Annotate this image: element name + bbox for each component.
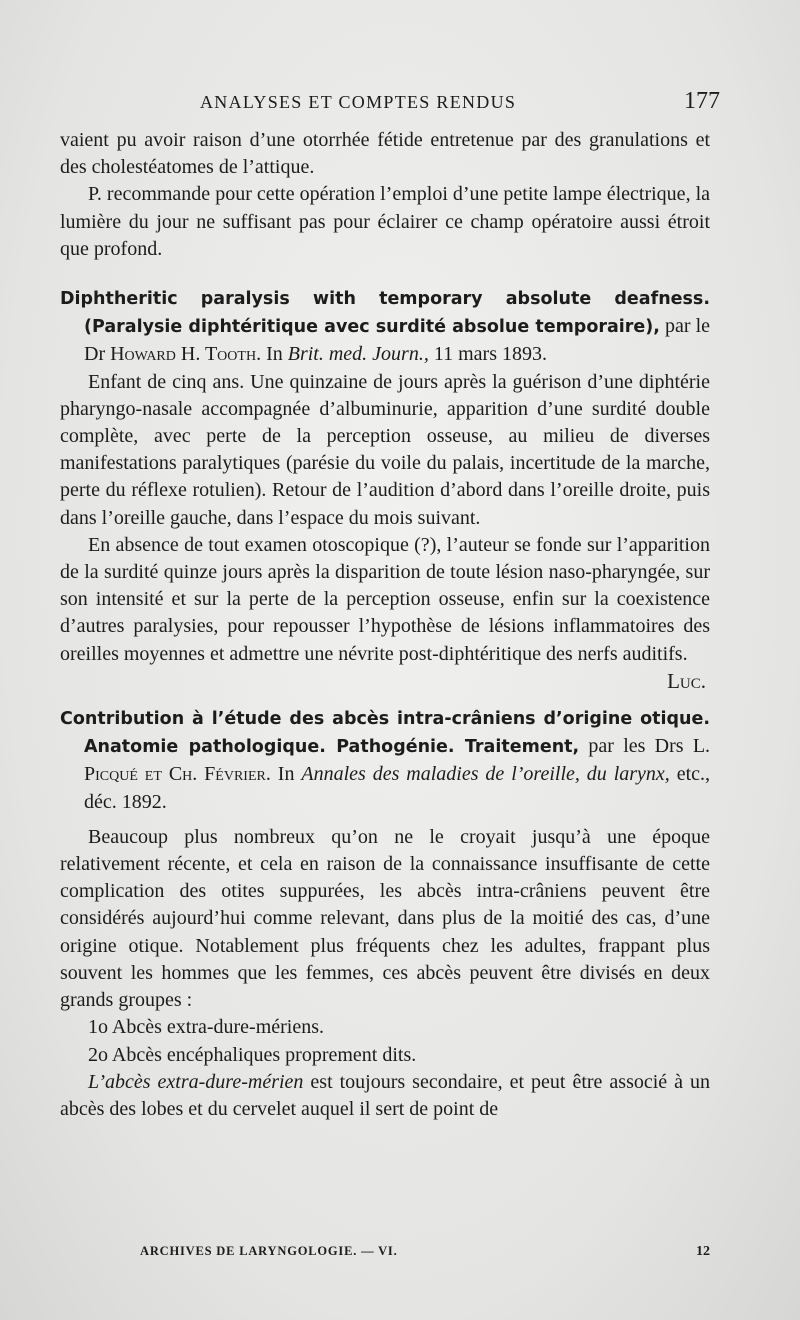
- footer-journal: ARCHIVES DE LARYNGOLOGIE. — VI.: [140, 1244, 398, 1258]
- continuation-paragraph-2: P. recommande pour cette opération l’emploi d’une petite lampe électrique, la lumière du jour ne suffisant pas pour éclairer ce champ opératoire aussi étroit que profond.: [60, 183, 710, 260]
- article-2-paragraph-2: [60, 1069, 710, 1123]
- article-1-by: par le: [665, 315, 711, 338]
- running-head: ANALYSES ET COMPTES RENDUS: [200, 92, 517, 112]
- article-2-date: etc., déc. 1892.: [84, 763, 711, 813]
- article-1-date: 11 mars 1893.: [433, 343, 547, 366]
- spacer: [60, 816, 710, 824]
- article-1-paragraph-1: Enfant de cinq ans. Une quinzaine de jours après la guérison d’une diphtérie pharyngo-nasale accompagnée d’albuminurie, apparition d’une surdité double complète, avec perte de la perception osseuse, au milieu de diverses manifestations paralytiques (parésie du voile du palais, incertitude de la marche, perte du réflexe rotulien). Retour de l’audition d’abord dans l’oreille droite, puis dans l’oreille gauche, dans l’espace du mois suivant.: [60, 370, 710, 529]
- page-header: [60, 88, 720, 118]
- article-1-title-en: Diphtheritic paralysis with temporary absolute deafness.: [60, 289, 710, 310]
- article-1-author: Howard H. Tooth.: [110, 343, 262, 366]
- article-2-heading: [60, 705, 710, 816]
- list-number-2: 2o: [88, 1043, 108, 1066]
- article-2-term: L’abcès extra-dure-mérien: [88, 1070, 304, 1093]
- list-text-2: Abcès encéphaliques proprement dits.: [111, 1043, 417, 1066]
- spacer: [60, 695, 710, 705]
- list-number-1: 1o: [88, 1016, 108, 1039]
- list-text-1: Abcès extra-dure-mériens.: [111, 1016, 325, 1039]
- article-1-title-fr: (Paralysie diphtéritique avec surdité absolue temporaire),: [84, 317, 660, 338]
- article-1-journal: Brit. med. Journ.,: [287, 343, 429, 366]
- article-2-in: In: [277, 763, 295, 786]
- article-2-paragraph-1: Beaucoup plus nombreux qu’on ne le croyait jusqu’à une époque relativement récente, et cela en raison de la connaissance insuffisante de cette complication des otites suppurées, les abcès intra-crâniens peuvent être considérés aujourd’hui comme relevant, dans plus de la moitié des cas, d’une origine otique. Notablement plus fréquents chez les adultes, frappant plus souvent les hommes que les femmes, ces abcès peuvent être divisés en deux grands groupes :: [60, 825, 710, 1012]
- article-2-journal: Annales des maladies de l’oreille, du larynx,: [301, 763, 670, 786]
- article-2-list-item-1: [60, 1014, 710, 1041]
- spacer: [60, 263, 710, 285]
- page-footer: [140, 1244, 710, 1264]
- article-2-title: Contribution à l’étude des abcès intra-crâniens d’origine otique. Anatomie pathologique. Pathogénie. Traitement,: [60, 709, 710, 758]
- page-body: [60, 127, 710, 1123]
- article-2-by: par les: [588, 735, 646, 758]
- footer-signature-mark: 12: [696, 1244, 710, 1259]
- article-1-dr: Dr: [84, 343, 106, 366]
- page-number: 177: [684, 88, 720, 114]
- continuation-paragraph-1: vaient pu avoir raison d’une otorrhée fétide entretenue par des granulations et des cholestéatomes de l’attique.: [60, 129, 710, 179]
- article-1-signature: Luc.: [667, 668, 706, 693]
- article-1-in: In: [266, 343, 283, 366]
- article-2-drs: Drs: [654, 735, 684, 758]
- article-2-paragraph-2-text: est toujours secondaire, et peut être associé à un abcès des lobes et du cervelet auquel il sert de point de: [60, 1070, 711, 1120]
- article-1-heading: [60, 285, 710, 369]
- article-2-list-item-2: [60, 1042, 710, 1069]
- article-2-authors: L. Picqué et Ch. Février.: [84, 735, 711, 786]
- article-1-paragraph-2: En absence de tout examen otoscopique (?), l’auteur se fonde sur l’apparition de la surdité quinze jours après la disparition de toute lésion naso-pharyngée, sur son intensité et sur la perte de la perception osseuse, enfin sur la coexistence d’autres paralysies, pour repousser l’hypothèse de lésions inflammatoires des oreilles moyennes et admettre une névrite post-diphtéritique des nerfs auditifs.: [60, 533, 710, 665]
